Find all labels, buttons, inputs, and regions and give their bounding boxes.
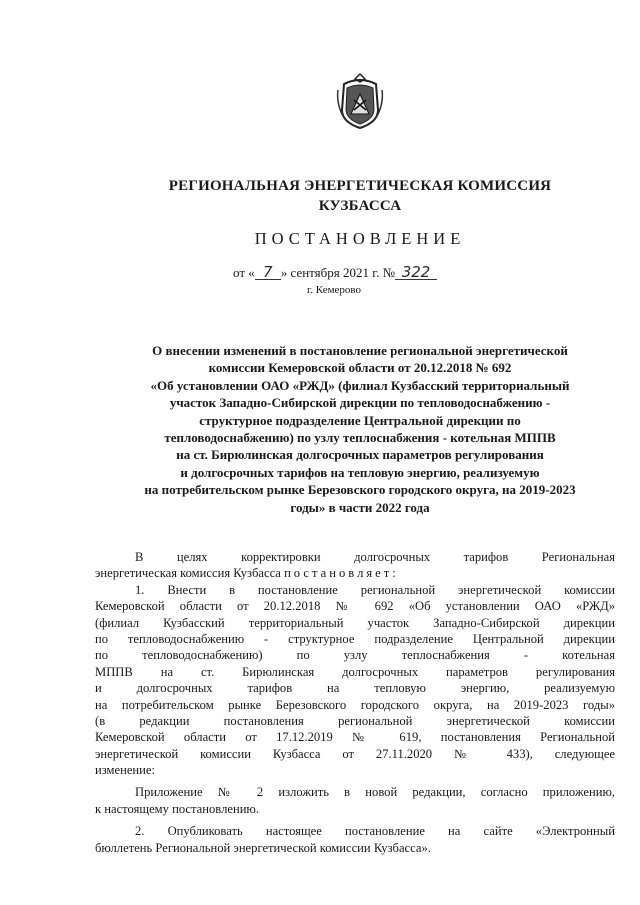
kuzbass-coat-of-arms-icon <box>334 70 386 132</box>
body-line: 1. Внести в постановление региональной энергетической комиссии <box>135 582 615 597</box>
body-line: на потребительском рынке Березовского городского округа, на 2019-2023 годы» <box>95 697 615 712</box>
title-line: участок Западно-Сибирской дирекции по тепловодоснабжению - <box>169 395 551 411</box>
body-line: Кемеровской области от 20.12.2018 № 692 «Об установлении ОАО «РЖД» <box>95 599 615 614</box>
body-line: изменение: <box>95 763 155 778</box>
body-text: энергетическая комиссия Кузбасса <box>95 566 281 581</box>
body-line: бюллетень Региональной энергетической комиссии Кузбасса». <box>95 840 431 855</box>
title-line: на потребительском рынке Березовского городского округа, на 2019-2023 <box>144 482 576 498</box>
title-line: О внесении изменений в постановление региональной энергетической <box>152 343 568 358</box>
body-line: по тепловодоснабжению - структурное подразделение Центральной дирекции <box>95 631 615 646</box>
body-line: 2. Опубликовать настоящее постановление на сайте «Электронный <box>135 824 615 839</box>
organization-name-line1: РЕГИОНАЛЬНАЯ ЭНЕРГЕТИЧЕСКАЯ КОМИССИЯ <box>168 178 552 194</box>
body-line: и долгосрочных тарифов на тепловую энергию, реализуемую <box>95 681 615 696</box>
date-day: 7 <box>255 265 281 280</box>
body-line: по тепловодоснабжению) по узлу теплоснабжения - котельная <box>95 648 615 663</box>
title-line: тепловодоснабжению) по узлу теплоснабжения - котельная МППВ <box>164 430 556 446</box>
body-line: к настоящему постановлению. <box>95 801 259 816</box>
title-line: годы» в части 2022 года <box>290 499 430 515</box>
title-line: «Об установлении ОАО «РЖД» (филиал Кузбасский территориальный <box>150 377 570 393</box>
city: г. Кемерово <box>307 284 362 296</box>
date-prefix: от « <box>233 265 255 280</box>
body-line: В целях корректировки долгосрочных тарифов Региональная <box>135 550 615 564</box>
title-line: и долгосрочных тарифов на тепловую энергию, реализуемую <box>180 464 540 480</box>
title-line: на ст. Бирюлинская долгосрочных параметров регулирования <box>176 447 544 463</box>
document-number: 322 <box>395 265 437 280</box>
body-line: Кемеровской области от 17.12.2019 № 619, постановления Региональной <box>95 730 615 745</box>
body-line: Приложение № 2 изложить в новой редакции, согласно приложению, <box>135 785 615 800</box>
resolves-word: постановляет: <box>284 566 399 581</box>
document-body <box>95 549 615 856</box>
body-line: (в редакции постановления региональной энергетической комиссии <box>95 713 615 728</box>
date-middle: » сентября 2021 г. № <box>280 265 396 280</box>
document-type: ПОСТАНОВЛЕНИЕ <box>254 229 466 248</box>
body-line <box>95 565 615 581</box>
document-title <box>95 342 625 516</box>
title-line: структурное подразделение Центральной дирекции по <box>199 412 521 428</box>
body-line: энергетической комиссии Кузбасса от 27.11.2020 № 433), следующее <box>95 746 615 761</box>
body-line: МППВ на ст. Бирюлинская долгосрочных параметров регулирования <box>95 664 615 679</box>
title-line: комиссии Кемеровской области от 20.12.2018 № 692 <box>208 360 512 376</box>
date-line <box>233 265 437 281</box>
body-line: (филиал Кузбасский территориальный участок Западно-Сибирской дирекции <box>95 615 615 630</box>
organization-name-line2: КУЗБАССА <box>318 198 402 214</box>
